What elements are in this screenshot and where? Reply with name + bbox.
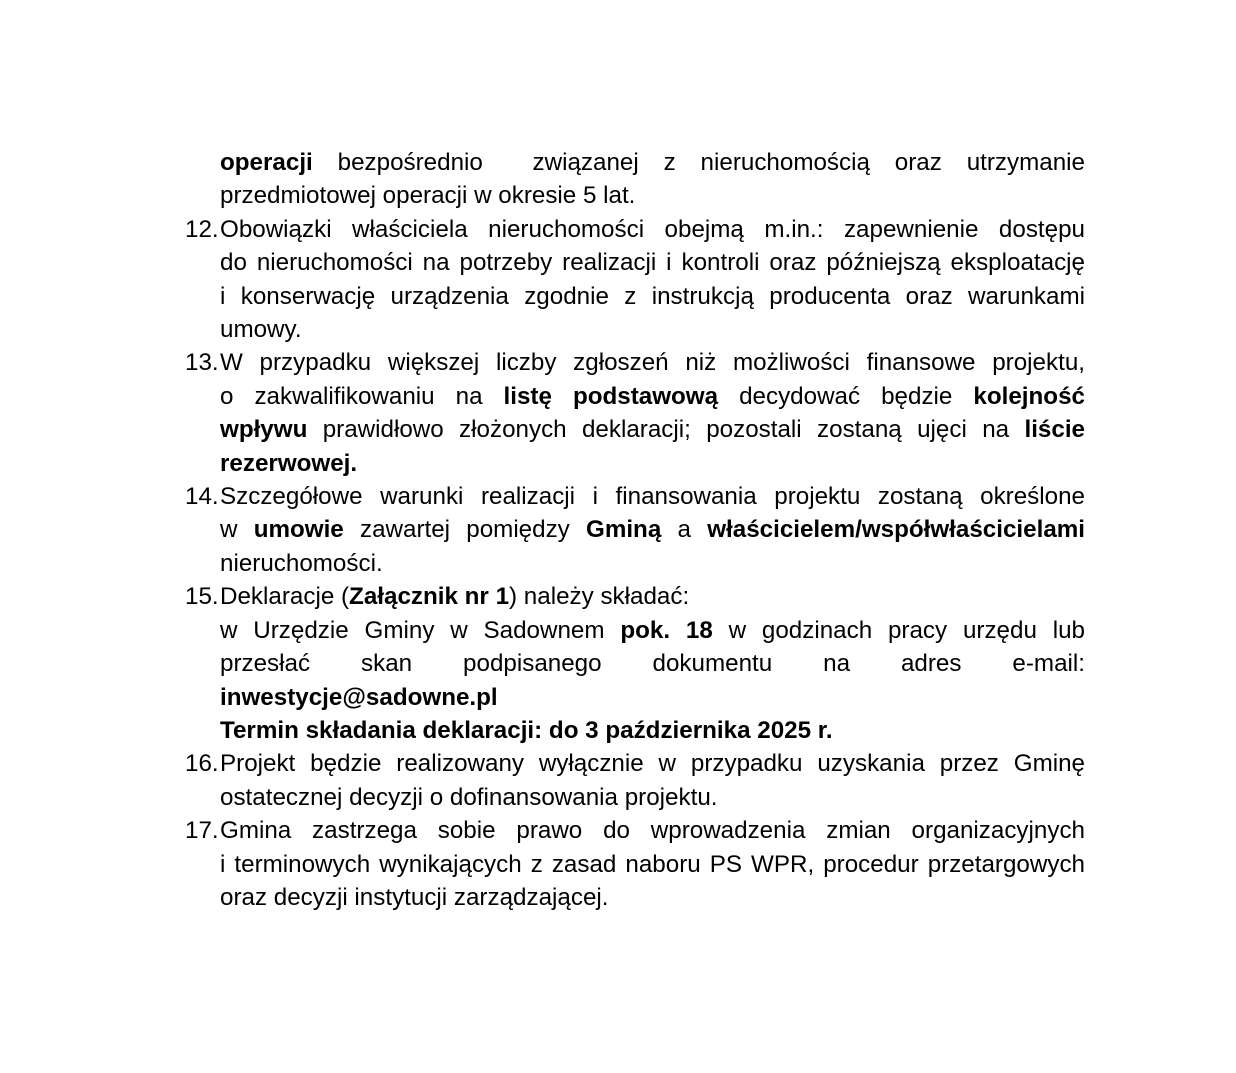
text-line <box>220 647 1085 680</box>
text-segment: w <box>220 516 254 544</box>
text-segment: do nieruchomości na potrzeby realizacji i kontroli oraz późniejszą eksploatację <box>220 249 1085 277</box>
paragraph-continuation <box>220 146 1085 213</box>
text-line <box>220 280 1085 313</box>
list-item-13 <box>185 346 1085 480</box>
text-line <box>220 413 1085 446</box>
text-line <box>220 213 1085 246</box>
text-line <box>220 313 1085 346</box>
text-segment: Gmina zastrzega sobie prawo do wprowadzenia zmian organizacyjnych <box>220 817 1085 845</box>
document-text-block <box>185 146 1085 914</box>
text-segment: w godzinach pracy urzędu lub <box>712 616 1085 644</box>
bold-segment: Gminą <box>586 516 662 544</box>
text-line <box>220 781 1085 814</box>
text-line <box>220 580 1085 613</box>
text-segment: Deklaracje ( <box>220 583 350 611</box>
list-item-16 <box>185 747 1085 814</box>
list-number: 15. <box>185 583 219 611</box>
text-line <box>220 747 1085 780</box>
text-segment: Obowiązki właściciela nieruchomości obejmą m.in.: zapewnienie dostępu <box>220 215 1085 243</box>
list-number: 16. <box>185 750 219 778</box>
bold-segment: wpływu <box>220 416 308 444</box>
text-line <box>220 380 1085 413</box>
text-line <box>220 881 1085 914</box>
text-line <box>220 513 1085 546</box>
text-line <box>220 714 1085 747</box>
list-number: 12. <box>185 215 219 243</box>
list-number: 14. <box>185 483 219 511</box>
bold-segment: Załącznik nr 1 <box>349 583 510 611</box>
text-line <box>220 848 1085 881</box>
text-segment: przedmiotowej operacji w okresie 5 lat. <box>220 182 636 210</box>
text-line <box>220 346 1085 379</box>
text-segment: umowy. <box>220 316 302 344</box>
text-line <box>220 246 1085 279</box>
list-item-14 <box>185 480 1085 580</box>
text-segment: w Urzędzie Gminy w Sadownem <box>220 616 621 644</box>
text-line <box>220 547 1085 580</box>
email-text: inwestycje@sadowne.pl <box>220 683 498 711</box>
text-segment: Szczegółowe warunki realizacji i finansowania projektu zostaną określone <box>220 483 1085 511</box>
bold-segment: rezerwowej. <box>220 449 358 477</box>
bold-segment: właścicielem/współwłaścicielami <box>707 516 1086 544</box>
text-segment: ostatecznej decyzji o dofinansowania projektu. <box>220 783 718 811</box>
text-line <box>220 146 1085 179</box>
list-number: 13. <box>185 349 219 377</box>
bold-segment: umowie <box>253 516 344 544</box>
deadline-text: Termin składania deklaracji: do 3 października 2025 r. <box>220 716 833 744</box>
text-line <box>220 447 1085 480</box>
text-segment: prawidłowo złożonych deklaracji; pozostali zostaną ujęci na <box>307 416 1025 444</box>
text-segment: a <box>661 516 708 544</box>
text-segment: oraz decyzji instytucji zarządzającej. <box>220 883 609 911</box>
text-segment: Projekt będzie realizowany wyłącznie w przypadku uzyskania przez Gminę <box>220 750 1085 778</box>
text-line <box>220 179 1085 212</box>
text-line <box>220 814 1085 847</box>
text-segment: zawartej pomiędzy <box>343 516 587 544</box>
text-line <box>220 614 1085 647</box>
bold-segment: liście <box>1024 416 1085 444</box>
text-segment: przesłać skan podpisanego dokumentu na adres e-mail: <box>220 650 1085 678</box>
text-segment: ) należy składać: <box>509 583 690 611</box>
bold-segment: pok. 18 <box>620 616 713 644</box>
list-item-12 <box>185 213 1085 347</box>
list-item-17 <box>185 814 1085 914</box>
text-segment: nieruchomości. <box>220 549 383 577</box>
bold-segment: listę podstawową <box>503 382 719 410</box>
text-segment: W przypadku większej liczby zgłoszeń niż możliwości finansowe projektu, <box>220 349 1085 377</box>
text-segment: decydować będzie <box>718 382 974 410</box>
text-line <box>220 480 1085 513</box>
text-segment: o zakwalifikowaniu na <box>220 382 504 410</box>
text-line <box>220 681 1085 714</box>
bold-segment: operacji <box>220 149 313 176</box>
list-item-15 <box>185 580 1085 747</box>
text-segment: i konserwację urządzenia zgodnie z instrukcją producenta oraz warunkami <box>220 282 1085 310</box>
bold-segment: kolejność <box>973 382 1085 410</box>
list-number: 17. <box>185 817 219 845</box>
text-segment: i terminowych wynikających z zasad naboru PS WPR, procedur przetargowych <box>220 850 1085 878</box>
text-segment: bezpośrednio związanej z nieruchomością oraz utrzymanie <box>312 149 1085 176</box>
